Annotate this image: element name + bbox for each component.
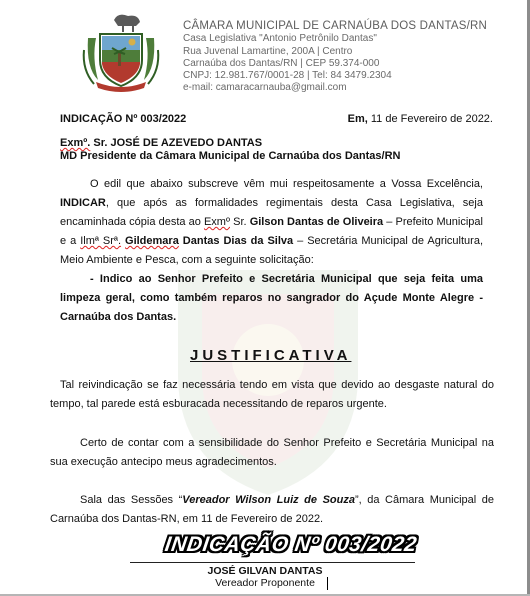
chamber-title: CÂMARA MUNICIPAL DE CARNAÚBA DOS DANTAS/RN bbox=[183, 20, 488, 32]
closing-text: Sala das Sessões “ bbox=[80, 494, 183, 506]
body-text: Exmº bbox=[203, 216, 230, 228]
request-paragraph: - Indico ao Senhor Prefeito e Secretária Municipal que seja feita uma limpeza geral, como também reparos no sangrador do Açude Monte Alegre - Carnaúba dos Dantas. bbox=[60, 273, 483, 323]
session-room-name: Vereador Wilson Luiz de Souza bbox=[182, 494, 355, 506]
closing-paragraph bbox=[50, 491, 494, 529]
justification-heading: JUSTIFICATIVA bbox=[190, 347, 352, 364]
body-text: , que após as formalidades regimentais desta Casa Legislativa, seja encaminhada cópia desta ao bbox=[60, 197, 483, 228]
indication-stamp: INDICAÇÃO Nº 003/2022 bbox=[163, 533, 419, 556]
letterhead-line: e-mail: camaracarnauba@gmail.com bbox=[183, 82, 347, 94]
body-text: Sr. bbox=[230, 216, 250, 228]
recipient-role: MD Presidente da Câmara Municipal de Carnaúba dos Dantas/RN bbox=[60, 150, 401, 162]
letterhead-line: Casa Legislativa "Antonio Petrônilo Dantas" bbox=[183, 33, 377, 45]
recipient-title: Exmº. bbox=[60, 137, 91, 149]
letterhead bbox=[183, 20, 487, 95]
body-text: – Prefeito Municipal e a bbox=[60, 216, 483, 247]
letterhead-line: CNPJ: 12.981.767/0001-28 | Tel: 84 3479.2304 bbox=[183, 70, 392, 82]
body-text: – Secretária Municipal de Agricultura, Meio Ambiente e Pesca, com a seguinte solicitação: bbox=[60, 235, 483, 266]
recipient-name-text: Sr. JOSÉ DE AZEVEDO DANTAS bbox=[90, 137, 263, 149]
document-date bbox=[343, 110, 493, 129]
letterhead-line: Rua Juvenal Lamartine, 200A | Centro bbox=[183, 45, 353, 57]
closing-text: ”, da Câmara Municipal de Carnaúba dos Dantas-RN, em 11 de Fevereiro de 2022. bbox=[50, 494, 494, 525]
date-prefix: Em, bbox=[347, 113, 368, 125]
signer-role: Vereador Proponente bbox=[215, 577, 315, 589]
indication-reference: INDICAÇÃO Nº 003/2022 bbox=[60, 113, 187, 125]
signature-line bbox=[130, 562, 415, 563]
letterhead-line: Carnaúba dos Dantas/RN | CEP 59.374-000 bbox=[183, 57, 380, 69]
body-paragraph bbox=[60, 175, 483, 270]
text-cursor bbox=[327, 577, 328, 590]
signer-name: JOSÉ GILVAN DANTAS bbox=[207, 565, 323, 577]
body-text: O edil que abaixo subscreve vêm mui respeitosamente a Vossa Excelência, bbox=[90, 178, 483, 190]
body-text: Gildemara bbox=[125, 235, 179, 247]
justification-paragraph: Tal reivindicação se faz necessária tendo em vista que devido ao desgaste natural do tempo, tal parede está esburacada necessitando de reparos urgente. bbox=[50, 379, 494, 410]
municipal-crest-logo bbox=[78, 8, 164, 92]
body-text: INDICAR bbox=[60, 197, 106, 209]
body-text: Ilmª Srª. bbox=[80, 235, 122, 247]
body-text: Dantas Dias da Silva bbox=[178, 235, 294, 247]
thanks-paragraph: Certo de contar com a sensibilidade do Senhor Prefeito e Secretária Municipal na sua execução antecipo meus agradecimentos. bbox=[50, 437, 494, 468]
date-text: 11 de Fevereiro de 2022. bbox=[367, 113, 493, 125]
body-text: Gilson Dantas de Oliveira bbox=[249, 216, 384, 228]
recipient-name bbox=[60, 137, 262, 150]
